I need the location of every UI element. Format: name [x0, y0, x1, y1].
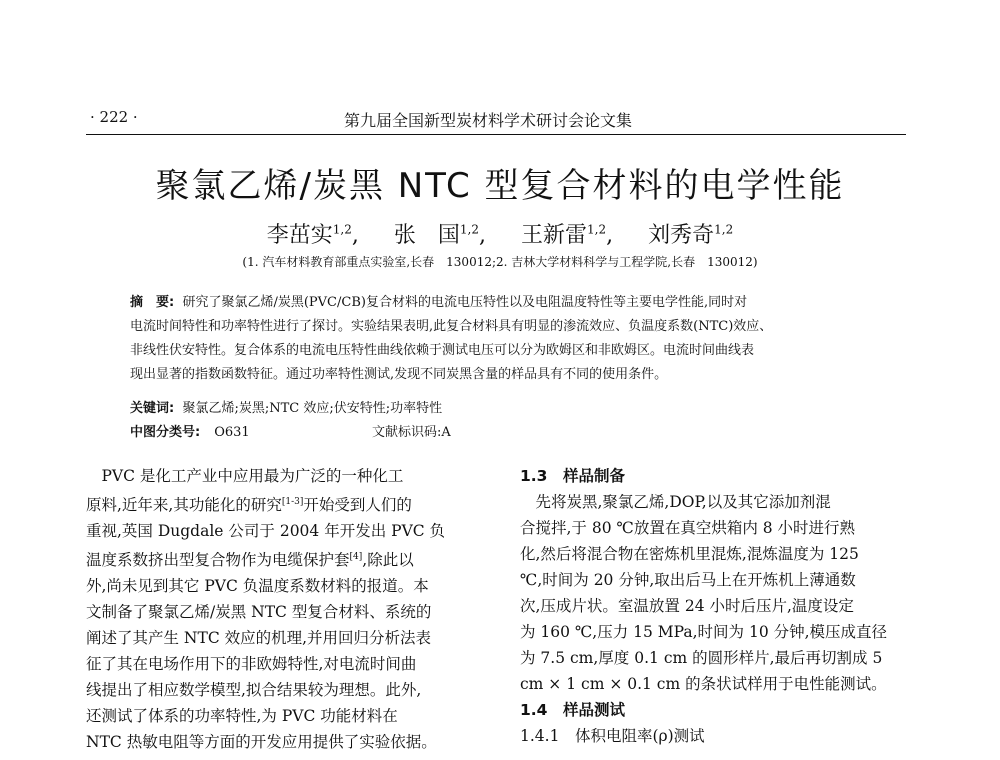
- body-line: ℃,时间为 20 分钟,取出后马上在开炼机上薄通数: [520, 571, 856, 589]
- body-line: 为 7.5 cm,厚度 0.1 cm 的圆形样片,最后再切割成 5: [520, 649, 883, 667]
- body-line: 先将炭黑,聚氯乙烯,DOP,以及其它添加剂混: [520, 493, 831, 511]
- abstract: [130, 291, 890, 387]
- author: 李茁实$^{1,2}$,: [266, 222, 359, 248]
- classification-label: 中图分类号:: [130, 425, 201, 440]
- abstract-line: 电流时间特性和功率特性进行了探讨。实验结果表明,此复合材料具有明显的渗流效应、负温度系数(NTC)效应、: [130, 319, 773, 334]
- affiliation: (1. 汽车材料教育部重点实验室,长春 130012;2. 吉林大学材料科学与工程学院,长春 130012): [242, 255, 758, 269]
- body-line: 温度系数挤出型复合物作为电缆保护套[4],除此以: [86, 551, 414, 570]
- left-column: [86, 463, 486, 755]
- right-column: [520, 463, 910, 749]
- body-line: 征了其在电场作用下的非欧姆特性,对电流时间曲: [86, 655, 417, 674]
- body-line: 线提出了相应数学模型,拟合结果较为理想。此外,: [86, 681, 422, 700]
- body-line: 合搅拌,于 80 ℃放置在真空烘箱内 8 小时进行熟: [520, 519, 856, 537]
- author-list: [0, 218, 1000, 249]
- abstract-line: 现出显著的指数函数特征。通过功率特性测试,发现不同炭黑含量的样品具有不同的使用条件。: [130, 367, 668, 382]
- body-line: 外,尚未见到其它 PVC 负温度系数材料的报道。本: [86, 577, 429, 596]
- abstract-line: 研究了聚氯乙烯/炭黑(PVC/CB)复合材料的电流电压特性以及电阻温度特性等主要电学性能,同时对: [182, 295, 748, 310]
- page-number: · 222 ·: [90, 108, 138, 126]
- keywords: [130, 397, 442, 416]
- abstract-label: 摘 要:: [130, 295, 175, 310]
- abstract-line: 非线性伏安特性。复合体系的电流电压特性曲线依赖于测试电压可以分为欧姆区和非欧姆区。电流时间曲线表: [130, 343, 755, 358]
- body-line: 重视,英国 Dugdale 公司于 2004 年开发出 PVC 负: [86, 522, 446, 541]
- section-heading: 1.3 样品制备: [520, 467, 625, 485]
- body-line: 为 160 ℃,压力 15 MPa,时间为 10 分钟,模压成直径: [520, 623, 888, 641]
- author: 王新雷$^{1,2}$,: [521, 222, 614, 248]
- author: 张 国$^{1,2}$,: [393, 222, 486, 248]
- body-line: 化,然后将混合物在密炼机里混炼,混炼温度为 125: [520, 545, 859, 563]
- keywords-text: 聚氯乙烯;炭黑;NTC 效应;伏安特性;功率特性: [182, 401, 443, 416]
- body-line: 阐述了其产生 NTC 效应的机理,并用回归分析法表: [86, 629, 432, 648]
- author: 刘秀奇$^{1,2}$: [648, 222, 734, 248]
- keywords-label: 关键词:: [130, 401, 175, 416]
- classification-code: O631: [214, 425, 250, 440]
- classification: [130, 421, 451, 440]
- body-line: 还测试了体系的功率特性,为 PVC 功能材料在: [86, 707, 398, 726]
- subsection-heading: 1.4.1 体积电阻率(ρ)测试: [520, 727, 705, 745]
- body-line: PVC 是化工产业中应用最为广泛的一种化工: [86, 467, 404, 485]
- body-line: NTC 热敏电阻等方面的开发应用提供了实验依据。: [86, 733, 437, 752]
- section-heading: 1.4 样品测试: [520, 701, 625, 719]
- journal-title: 第九届全国新型炭材料学术研讨会论文集: [344, 111, 633, 130]
- body-line: 次,压成片状。室温放置 24 小时后压片,温度设定: [520, 597, 854, 615]
- paper-title: 聚氯乙烯/炭黑 NTC 型复合材料的电学性能: [155, 166, 845, 206]
- body-line: cm × 1 cm × 0.1 cm 的条状试样用于电性能测试。: [520, 675, 887, 693]
- body-line: 原料,近年来,其功能化的研究[1-3]开始受到人们的: [86, 496, 412, 515]
- running-header: [86, 108, 906, 135]
- document-code: 文献标识码:A: [372, 425, 451, 440]
- body-line: 文制备了聚氯乙烯/炭黑 NTC 型复合材料、系统的: [86, 603, 432, 622]
